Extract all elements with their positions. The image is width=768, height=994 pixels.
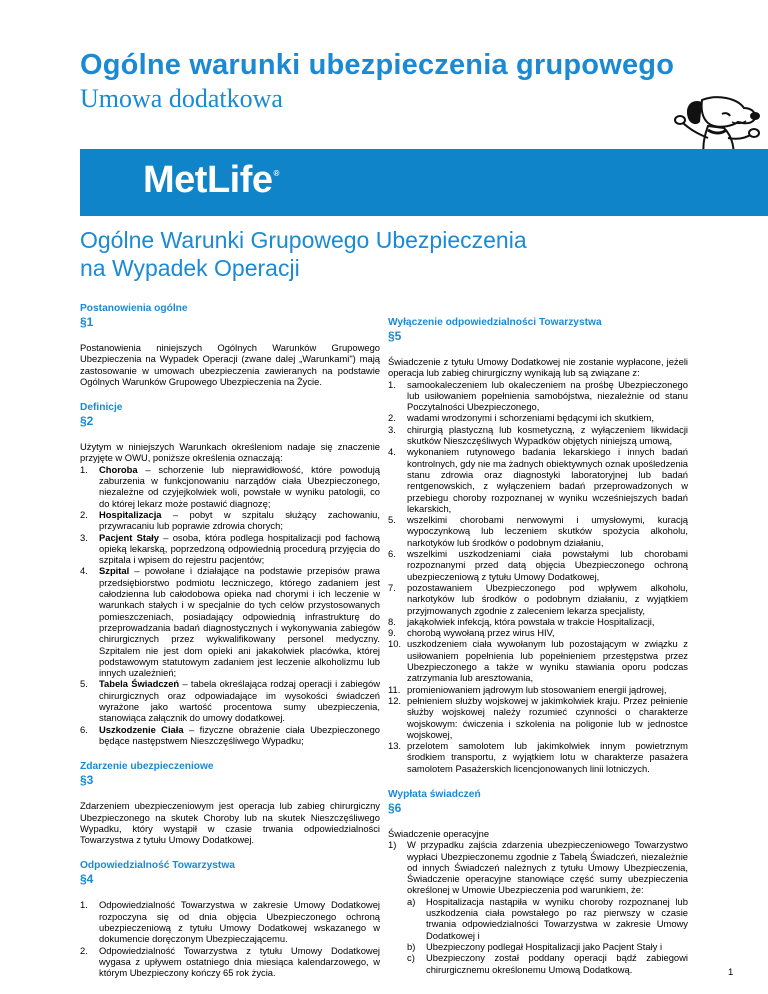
section-number: §6: [388, 800, 402, 815]
section-text: Zdarzeniem ubezpieczeniowym jest operacja lub zabieg chirurgiczny Ubezpieczonego na skutek Choroby lub na skutek Nieszczęśliwego Wypadku, który wystąpił w czasie trwania odpowiedzialności Towarzystwa z tytułu Umowy Dodatkowej.: [80, 800, 380, 846]
list-item: 1. Choroba – schorzenie lub nieprawidłowość, które powodują zaburzenia w funkcjonowaniu narządów ciała Ubezpieczonego, niezależne od czyjejkolwiek woli, powstałe w wyniku patologii, co do której lekarz może postawić diagnozę;: [80, 463, 380, 509]
metlife-logo: MetLife®: [143, 159, 279, 201]
liability-list: [80, 899, 380, 978]
list-item: c) Ubezpieczony został poddany operacji bądź zabiegowi chirurgicznemu określonemu Umową Dodatkową.: [407, 952, 688, 975]
list-item: 3. Pacjent Stały – osoba, która podlega hospitalizacji pod fachową opieką lekarską, poprzedzoną odpowiednią procedurą przyjęcia do szpitala i wpisem do rejestru pacjentów;: [80, 531, 380, 566]
section-number: §1: [80, 315, 94, 329]
list-item: 1. Odpowiedzialność Towarzystwa w zakresie Umowy Dodatkowej rozpoczyna się od dnia objęcia Ubezpieczonego ochroną ubezpieczeniową z tytułu Umowy Dodatkowej wskazanego w dokumencie doręczonym Ubezpieczającemu.: [80, 899, 380, 945]
section-title: Definicje: [80, 402, 123, 414]
section-heading: Świadczenie operacyjne: [388, 827, 490, 839]
list-item: 9. chorobą wywołaną przez wirus HIV,: [388, 627, 555, 639]
list-item: 13. przelotem samolotem lub jakimkolwiek innym powietrznym środkiem transportu, z wyjątkiem lotu w charakterze pasażera samolotem Pasażerskich licencjonowanych linii lotniczych.: [388, 740, 688, 774]
section-number: §5: [388, 329, 402, 343]
list-item: b) Ubezpieczony podlegał Hospitalizacji jako Pacjent Stały i: [407, 940, 663, 952]
list-item: 5. Tabela Świadczeń – tabela określająca rodzaj operacji i zabiegów chirurgicznych oraz odpowiadające im wysokości świadczeń wyrażone jako wartość procentowa sumy ubezpieczenia, stanowiąca załącznik do umowy dodatkowej.: [80, 678, 381, 724]
right-column: [388, 316, 688, 975]
section-intro: Świadczenie z tytułu Umowy Dodatkowej nie zostanie wypłacone, jeżeli operacja lub zabieg chirurgiczny wynikają lub są związane z:: [388, 356, 688, 379]
section-intro: Użytym w niniejszych Warunkach określeniom nadaje się znaczenie przyjęte w OWU, poniższe określenia oznaczają:: [80, 441, 380, 464]
left-column: [80, 302, 380, 978]
list-item: 6. Uszkodzenie Ciała – fizyczne obrażenie ciała Ubezpieczonego będące następstwem Nieszczęśliwego Wypadku;: [80, 723, 380, 746]
list-item: 2. Odpowiedzialność Towarzystwa z tytułu Umowy Dodatkowej wygasa z upływem ostatniego dnia miesiąca kalendarzowego, w którym Ubezpieczony kończy 65 rok życia.: [80, 944, 380, 979]
list-item: 2. Hospitalizacja – pobyt w szpitalu służący zachowaniu, przywracaniu lub poprawie zdrowia chorych;: [80, 508, 380, 532]
payout-sublist: [407, 896, 688, 975]
list-item: 3. chirurgią plastyczną lub kosmetyczną, z wyłączeniem likwidacji skutków Nieszczęśliwych Wypadków objętych niniejszą umową,: [388, 423, 688, 447]
list-item: 4. wykonaniem rutynowego badania lekarskiego i innych badań kontrolnych, gdy nie ma żadnych obiektywnych oznak upośledzenia stanu zdrowia oraz diagnostyki laboratoryjnej lub badań rentgenowskich, z wyłączeniem badań przeprowadzonych w przebiegu choroby rozpoznanej w wyniku wcześniejszych badań lekarskich,: [388, 446, 688, 514]
list-item: 1. samookaleczeniem lub okaleczeniem na prośbę Ubezpieczonego lub usiłowaniem popełnienia samobójstwa, niezależnie od stanu Poczytalności Ubezpieczonego,: [388, 378, 688, 413]
section-text: Postanowienia niniejszych Ogólnych Warunków Grupowego Ubezpieczenia na Wypadek Operacji (zwane dalej „Warunkami") mają zastosowanie w umowach ubezpieczenia zawieranych na podstawie Ogólnych Warunków Grupowego Ubezpieczenia na Życie.: [80, 342, 380, 387]
exclusions-list: [388, 379, 688, 774]
section-number: §4: [80, 872, 94, 887]
list-item: 7. pozostawaniem Ubezpieczonego pod wpływem alkoholu, narkotyków lub środków o podobnym działaniu, z wyjątkiem przyjmowanych zgodnie z zaleceniem lekarza specjalisty,: [388, 581, 688, 616]
definitions-list: [80, 464, 380, 746]
payout-list: [388, 839, 688, 975]
brand-banner: [80, 149, 768, 216]
section-title: Wyłączenie odpowiedzialności Towarzystwa: [388, 317, 602, 328]
document-title: Ogólne warunki ubezpieczenia grupowego: [80, 49, 675, 81]
list-item: 11. promieniowaniem jądrowym lub stosowaniem energii jądrowej,: [388, 683, 667, 695]
page-number: 1: [728, 967, 734, 978]
list-item: 4. Szpital – powołane i działające na podstawie przepisów prawa przedsiębiorstwo podmiotu leczniczego, którego zadaniem jest całodzienna lub całodobowa opieka nad chorymi i ich leczenie w warunkach stałych i w specjalnie do tych celów przystosowanych pomieszczeniach, posiadający odpowiednią infrastrukturę do przeprowadzania badań diagnostycznych i wykonywania zabiegów chirurgicznych przez wykwalifikowany personel medyczny. Szpitalem nie jest dom opieki ani jakakolwiek placówka, której podstawowym statutowym zadaniem jest leczenie alkoholizmu lub innych uzależnień;: [80, 565, 380, 679]
conditions-title: Ogólne Warunki Grupowego Ubezpieczenia na Wypadek Operacji: [80, 227, 527, 281]
list-item: 5. wszelkimi chorobami nerwowymi i umysłowymi, kuracją wypoczynkową lub leczeniem skutków spożycia alkoholu, narkotyków lub środków o podobnym działaniu,: [388, 514, 688, 548]
section-title: Wypłata świadczeń: [388, 788, 481, 800]
section-number: §2: [80, 414, 94, 429]
section-title: Zdarzenie ubezpieczeniowe: [80, 761, 214, 773]
section-title: Odpowiedzialność Towarzystwa: [80, 860, 235, 872]
list-item: 6. wszelkimi uszkodzeniami ciała powstałymi lub chorobami rozpoznanymi przed datą objęcia Ubezpieczonego ochroną ubezpieczeniową z tytułu Umowy Dodatkowej,: [388, 548, 688, 582]
section-number: §3: [80, 773, 94, 788]
document-subtitle: Umowa dodatkowa: [80, 84, 283, 113]
list-item: 1) W przypadku zajścia zdarzenia ubezpieczeniowego Towarzystwo wypłaci Ubezpieczonemu zgodnie z Tabelą Świadczeń, niezależnie od innych Świadczeń należnych z tytułu Umowy Ubezpieczenia, Świadczenie operacyjne stanowiące część sumy ubezpieczenia określonej w Umowie Ubezpieczenia pod warunkiem, że: a) Hospitalizacja nastąpiła w wyniku choroby rozpoznanej lub uszkodzenia ciała powstałego po raz pierwszy w czasie trwania odpowiedzialności Towarzystwa w zakresie Umowy Dodatkowej i b) Ubezpieczony podlegał Hospitalizacji jako Pacjent Stały i c) Ubezpieczony został poddany operacji bądź zabiegowi chirurgicznemu określonemu Umową Dodatkową.: [388, 839, 688, 975]
section-title: Postanowienia ogólne: [80, 303, 188, 314]
list-item: 8. jakąkolwiek infekcją, która powstała w trakcie Hospitalizacji,: [388, 615, 655, 627]
list-item: 10. uszkodzeniem ciała wywołanym lub pozostającym w związku z usiłowaniem popełnienia lub popełnieniem przestępstwa przez Ubezpieczonego a także w wyniku stawiania oporu podczas zatrzymania lub aresztowania,: [388, 638, 688, 684]
list-item: a) Hospitalizacja nastąpiła w wyniku choroby rozpoznanej lub uszkodzenia ciała powstałego po raz pierwszy w czasie trwania odpowiedzialności Towarzystwa w zakresie Umowy Dodatkowej i: [407, 895, 688, 941]
list-item: 2. wadami wrodzonymi i schorzeniami będącymi ich skutkiem,: [388, 412, 654, 424]
list-item: 12. pełnieniem służby wojskowej w jakimkolwiek kraju. Przez pełnienie służby wojskowej należy rozumieć czynności o charakterze wojskowym: ćwiczenia i szkolenia na poligonie lub w jednostce wojskowej,: [388, 694, 688, 740]
